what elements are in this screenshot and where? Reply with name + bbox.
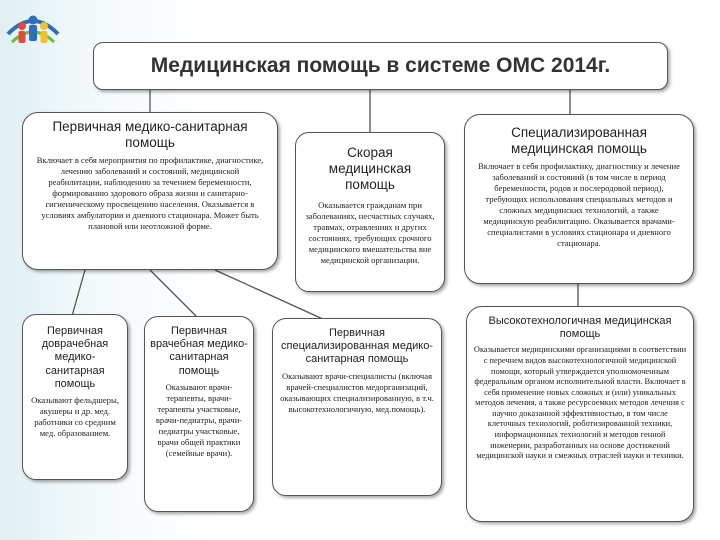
specialized-care-description: Включает в себя профилактику, диагностику и лечение заболеваний и состояний (в том числе в период беременности, родов и послеродовой период), требующих использования специальных методов и сложных медицинских технологий, а также медицинскую реабилитацию. Оказывается врачами-специалистами в условиях стационара и дневного стационара. [478, 161, 680, 249]
high-tech-care-description: Оказывается медицинскими организациями в соответствии с перечнем видов высокотехнологичной медицинской помощи, который утверждается уполномоченным федеральным органом исполнительной власти. Включает в себя применение новых сложных и (или) уникальных методов лечения, а также ресурсоемких методов лечения с научно доказанной эффективностью, в том числе клеточных технологий, роботизированной техники, информационных технологий и методов генной инженерии, разработанных на основе достижений медицинской науки и смежных отраслей науки и техники. [473, 345, 687, 461]
connector-primary-predoctor [72, 270, 85, 316]
pre-doctor-care-heading: Первичная доврачебная медико-санитарная помощь [41, 325, 109, 390]
high-tech-care-box [466, 306, 694, 522]
specialized-care-heading: Специализированная медицинская помощь [511, 125, 647, 157]
doctor-care-box [144, 316, 254, 512]
connector-primary-doctor [150, 270, 198, 318]
doctor-care-heading: Первичная врачебная медико-санитарная помощь [150, 325, 248, 377]
primary-care-description: Включает в себя мероприятия по профилактике, диагностике, лечению заболеваний и состояний, медицинской реабилитации, наблюдению за течением беременности, формированию здорового образа жизни и санитарно-гигиеническому просвещению населения. Оказывается в условиях амбулатории и дневного стационара. Может быть плановой или неотложной форме. [36, 155, 264, 232]
primary-care-box [22, 112, 278, 270]
pre-doctor-care-box [22, 314, 128, 480]
doctor-care-description: Оказывают врачи-терапевты, врачи-терапевты участковые, врачи-педиатры, врачи-педиатры участковые, врачи общей практики (семейные врачи). [155, 381, 243, 458]
specialist-care-box [272, 318, 442, 496]
emergency-care-box [295, 132, 445, 292]
page-title-text: Медицинская помощь в системе ОМС 2014г. [150, 54, 611, 77]
high-tech-care-heading: Высокотехнологичная медицинская помощь [488, 315, 672, 341]
pre-doctor-care-description: Оказывают фельдшеры, акушеры и др. мед. работники со средним мед. образованием. [31, 394, 119, 438]
specialized-care-box [464, 114, 694, 284]
page-title [93, 42, 668, 90]
emergency-care-description: Оказывается гражданам при заболеваниях, несчастных случаях, травмах, отравлениях и других состояниях, требующих срочного медицинского вмешательства вне медицинской организации. [305, 199, 435, 265]
emergency-care-heading: Скорая медицинская помощь [328, 145, 412, 193]
specialist-care-description: Оказывают врачи-специалисты (включая врачей-специалистов медорганизаций, оказывающих специализированную, в т.ч. высокотехнологичную, мед.помощь). [280, 370, 434, 414]
primary-care-heading: Первичная медико-санитарная помощь [52, 119, 248, 151]
logo-icon [4, 4, 62, 54]
specialist-care-heading: Первичная специализированная медико-санитарная помощь [281, 327, 433, 366]
